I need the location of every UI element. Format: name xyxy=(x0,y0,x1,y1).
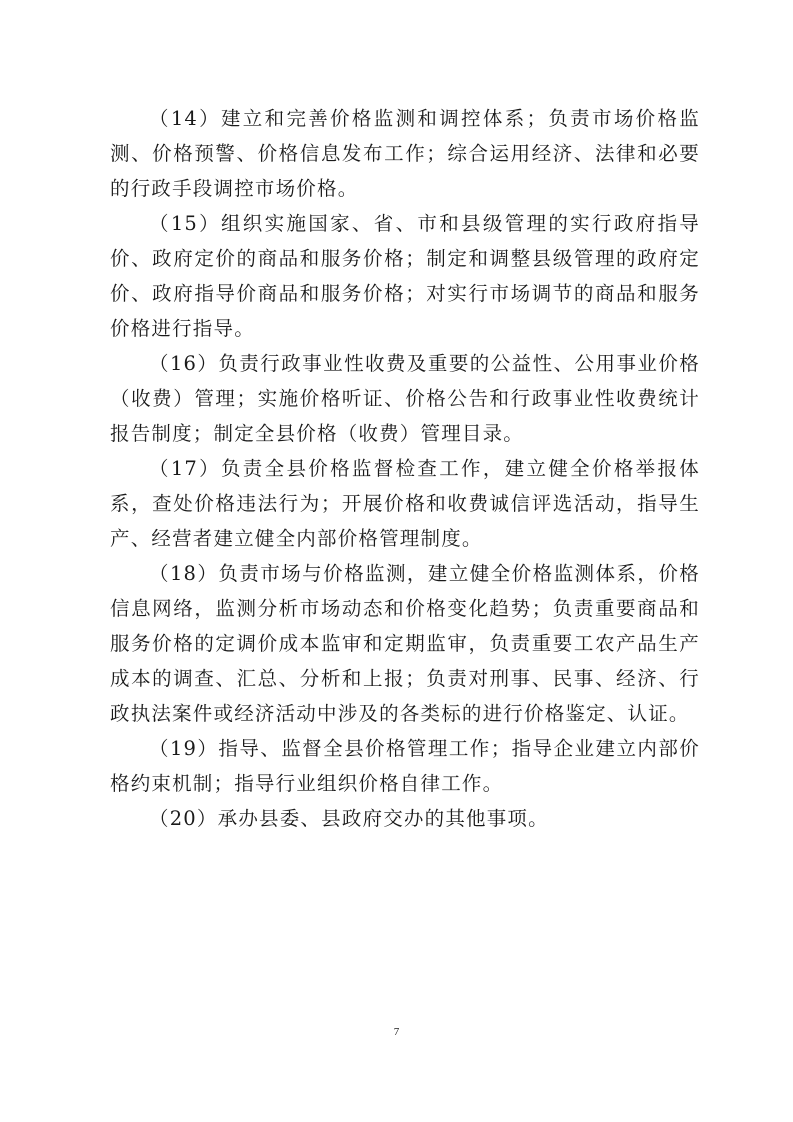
paragraph-item-14: （14）建立和完善价格监测和调控体系；负责市场价格监测、价格预警、价格信息发布工作；综合运用经济、法律和必要的行政手段调控市场价格。 xyxy=(110,107,700,200)
paragraph-item-19: （19）指导、监督全县价格管理工作；指导企业建立内部价格约束机制；指导行业组织价格自律工作。 xyxy=(110,737,700,795)
paragraph-item-16: （16）负责行政事业性收费及重要的公益性、公用事业价格（收费）管理；实施价格听证、价格公告和行政事业性收费统计报告制度；制定全县价格（收费）管理目录。 xyxy=(110,352,700,445)
paragraph-item-20: （20）承办县委、县政府交办的其他事项。 xyxy=(149,807,549,830)
paragraph-item-17: （17）负责全县价格监督检查工作，建立健全价格举报体系，查处价格违法行为；开展价格和收费诚信评选活动，指导生产、经营者建立健全内部价格管理制度。 xyxy=(110,457,700,550)
document-body xyxy=(110,101,700,836)
paragraph-item-15: （15）组织实施国家、省、市和县级管理的实行政府指导价、政府定价的商品和服务价格；制定和调整县级管理的政府定价、政府指导价商品和服务价格；对实行市场调节的商品和服务价格进行指导。 xyxy=(110,212,700,340)
page-number: 7 xyxy=(393,1026,400,1038)
paragraph-item-18: （18）负责市场与价格监测，建立健全价格监测体系，价格信息网络，监测分析市场动态和价格变化趋势；负责重要商品和服务价格的定调价成本监审和定期监审，负责重要工农产品生产成本的调查、汇总、分析和上报；负责对刑事、民事、经济、行政执法案件或经济活动中涉及的各类标的进行价格鉴定、认证。 xyxy=(110,562,700,725)
